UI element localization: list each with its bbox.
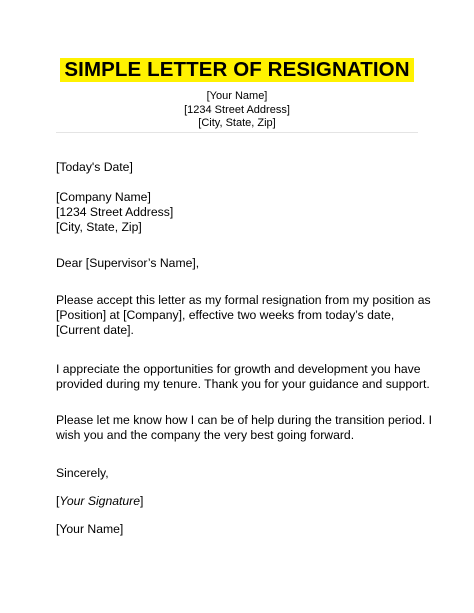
paragraph-line: [Current date].: [56, 323, 134, 337]
signature-placeholder: [56, 494, 436, 509]
paragraph-line: I appreciate the opportunities for growth and development you have: [56, 362, 421, 376]
salutation-text: Dear [Supervisor’s Name],: [56, 256, 200, 270]
recipient-block: [56, 190, 436, 235]
recipient-company: [Company Name]: [56, 190, 151, 204]
sender-name: [Your Name]: [206, 90, 268, 102]
paragraph-1: [56, 293, 436, 338]
signature-line: [56, 494, 436, 509]
signature-bracket-close: ]: [140, 494, 144, 508]
sender-address: [1234 Street Address]: [184, 103, 290, 116]
closing-text: Sincerely,: [56, 466, 109, 480]
date-text: [Today's Date]: [56, 160, 133, 174]
paragraph-3: [56, 413, 436, 443]
printed-name-text: [Your Name]: [56, 522, 124, 536]
paragraph-2: [56, 362, 436, 392]
closing: [56, 466, 436, 481]
sender-block: [0, 90, 474, 131]
signature-bracket-open: [: [56, 494, 60, 508]
title-container: [0, 58, 474, 82]
paragraph-line: Please let me know how I can be of help during the transition period. I: [56, 413, 433, 427]
paragraph-line: provided during my tenure. Thank you for your guidance and support.: [56, 377, 430, 391]
printed-name: [56, 522, 436, 537]
sender-city: [City, State, Zip]: [198, 117, 276, 129]
paragraph-line: wish you and the company the very best going forward.: [56, 428, 355, 442]
salutation: [56, 256, 436, 271]
letter-date: [56, 160, 436, 175]
signature-text: Your Signature: [59, 494, 141, 508]
paragraph-line: [Position] at [Company], effective two weeks from today’s date,: [56, 308, 395, 322]
page-title: SIMPLE LETTER OF RESIGNATION: [60, 58, 413, 82]
recipient-address: [1234 Street Address]: [56, 205, 174, 219]
header-divider: [56, 132, 418, 133]
recipient-city: [City, State, Zip]: [56, 220, 142, 234]
paragraph-line: Please accept this letter as my formal resignation from my position as: [56, 293, 431, 307]
